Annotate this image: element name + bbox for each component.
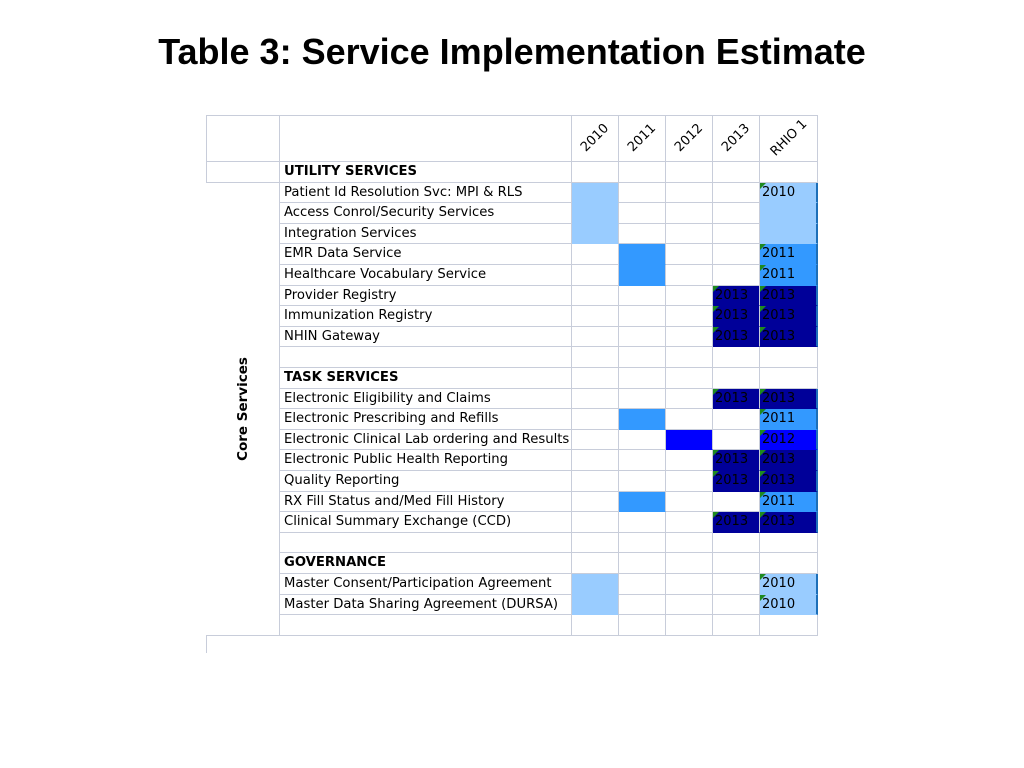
comment-marker-icon [760,471,766,477]
rhio-cell-text: 2013 [762,390,796,406]
rhio-cell [760,203,818,224]
year-cell-2010 [572,347,619,368]
rhio-cell [760,286,818,307]
rhio-cell [760,162,818,183]
comment-marker-icon [760,450,766,456]
year-cell-2013 [713,203,760,224]
rhio-cell [760,327,818,348]
comment-marker-icon [760,327,766,333]
year-cell-2011 [619,450,666,471]
year-cell-2011 [619,327,666,348]
year-cell-2013 [713,409,760,430]
service-label: NHIN Gateway [280,327,572,348]
year-cell-2010 [572,450,619,471]
service-label: Patient Id Resolution Svc: MPI & RLS [280,183,572,204]
year-cell-2012 [666,286,713,307]
comment-marker-icon [760,492,766,498]
blank-row-cell [280,615,572,636]
comment-marker-icon [713,471,719,477]
year-cell-2012 [666,162,713,183]
comment-marker-icon [713,306,719,312]
comment-marker-icon [760,286,766,292]
service-label: EMR Data Service [280,244,572,265]
year-header-0 [572,115,619,162]
year-cell-2011 [619,244,666,265]
rhio-cell [760,430,818,451]
year-cell-2012 [666,553,713,574]
rhio-cell [760,409,818,430]
year-cell-2010 [572,595,619,616]
year-cell-2013 [713,183,760,204]
year-cell-2011 [619,512,666,533]
rhio-cell [760,389,818,410]
year-header-2 [666,115,713,162]
rhio-cell [760,553,818,574]
year-cell-2012 [666,492,713,513]
year-cell-2010 [572,203,619,224]
comment-marker-icon [760,512,766,518]
year-cell-2013 [713,574,760,595]
year-cell-2011 [619,553,666,574]
year-cell-2013 [713,553,760,574]
service-label: Provider Registry [280,286,572,307]
year-cell-2011 [619,615,666,636]
section-header: GOVERNANCE [280,553,572,574]
year-cell-2011 [619,533,666,554]
year-cell-2010 [572,615,619,636]
year-cell-2011 [619,286,666,307]
year-cell-2013 [713,430,760,451]
year-cell-2012 [666,450,713,471]
rhio-cell-text: 2010 [762,576,796,591]
year-cell-2013 [713,327,760,348]
blank-row-cell [280,347,572,368]
year-cell-2013 [713,615,760,636]
year-cell-2012 [666,409,713,430]
rhio-cell-text: 2010 [762,596,796,612]
service-label: Master Data Sharing Agreement (DURSA) [280,595,572,616]
year-header-label: 2010 [577,120,613,156]
comment-marker-icon [760,183,766,189]
year-cell-2012 [666,595,713,616]
comment-marker-icon [760,595,766,601]
section-header: UTILITY SERVICES [280,162,572,183]
rhio-cell [760,265,818,286]
rhio-cell [760,471,818,492]
comment-marker-icon [713,450,719,456]
rhio-cell [760,574,818,595]
rhio-cell-text: 2011 [762,246,796,262]
comment-marker-icon [713,512,719,518]
year-cell-2011 [619,183,666,204]
service-label: Integration Services [280,224,572,245]
year-cell-2012 [666,265,713,286]
year-cell-2010 [572,183,619,204]
year-cell-2013 [713,471,760,492]
rhio-cell-text: 2012 [762,431,796,447]
year-cell-2013 [713,492,760,513]
year-cell-2010 [572,389,619,410]
header-label-cell [280,115,572,162]
rhio-cell-text: 2011 [762,411,796,427]
service-label: Electronic Clinical Lab ordering and Results [280,430,572,451]
service-label: Electronic Public Health Reporting [280,450,572,471]
year-cell-2011 [619,574,666,595]
year-cell-2013 [713,162,760,183]
year-cell-2010 [572,244,619,265]
year-cell-2010 [572,430,619,451]
year-cell-2011 [619,347,666,368]
year-cell-2012 [666,327,713,348]
service-label: RX Fill Status and/Med Fill History [280,492,572,513]
year-header-label: 2011 [624,120,660,156]
year-cell-2010 [572,368,619,389]
comment-marker-icon [760,409,766,415]
year-cell-text: 2013 [715,390,749,406]
service-label: Quality Reporting [280,471,572,492]
year-header-label: RHIO 1 [767,116,810,160]
rhio-cell-text: 2013 [762,452,796,468]
year-cell-2013 [713,368,760,389]
core-services-label: Core Services [234,356,251,461]
service-label: Master Consent/Participation Agreement [280,574,572,595]
comment-marker-icon [760,244,766,250]
rhio-cell [760,368,818,389]
year-cell-2013 [713,450,760,471]
year-cell-2010 [572,286,619,307]
year-cell-2013 [713,224,760,245]
year-cell-2012 [666,512,713,533]
header-corner-cell [206,115,280,162]
service-label: Access Conrol/Security Services [280,203,572,224]
rhio-cell [760,224,818,245]
year-cell-text: 2013 [715,308,749,324]
year-header-1 [619,115,666,162]
year-cell-2011 [619,492,666,513]
year-cell-text: 2013 [715,452,749,468]
year-cell-2010 [572,553,619,574]
year-header-label: 2012 [671,120,707,156]
year-cell-text: 2013 [715,328,749,344]
year-cell-2011 [619,265,666,286]
comment-marker-icon [713,286,719,292]
year-cell-2012 [666,183,713,204]
year-cell-2012 [666,430,713,451]
year-cell-2012 [666,533,713,554]
year-cell-2011 [619,224,666,245]
year-cell-2010 [572,306,619,327]
year-cell-2011 [619,471,666,492]
year-cell-2012 [666,244,713,265]
year-cell-2012 [666,368,713,389]
rhio-cell [760,595,818,616]
core-services-cell [206,183,280,636]
year-cell-2012 [666,306,713,327]
year-cell-text: 2013 [715,287,749,303]
comment-marker-icon [760,265,766,271]
year-cell-2013 [713,595,760,616]
comment-marker-icon [760,306,766,312]
year-cell-2010 [572,574,619,595]
rhio-cell [760,615,818,636]
rhio-cell-text: 2013 [762,473,796,488]
left-blank-cell [206,162,280,183]
year-cell-2010 [572,265,619,286]
year-cell-2010 [572,471,619,492]
year-cell-2012 [666,203,713,224]
rhio-cell [760,347,818,368]
year-cell-2011 [619,162,666,183]
rhio-cell [760,533,818,554]
comment-marker-icon [713,389,719,395]
year-cell-2013 [713,265,760,286]
year-cell-2010 [572,492,619,513]
year-cell-2013 [713,347,760,368]
implementation-table [206,115,818,653]
year-cell-2012 [666,471,713,492]
rhio-cell [760,492,818,513]
year-cell-2013 [713,512,760,533]
year-header-4 [760,115,818,162]
rhio-cell [760,183,818,204]
year-cell-2011 [619,203,666,224]
year-cell-2010 [572,224,619,245]
year-cell-2011 [619,306,666,327]
rhio-cell-text: 2013 [762,328,796,344]
year-cell-2012 [666,615,713,636]
section-header: TASK SERVICES [280,368,572,389]
rhio-cell-text: 2011 [762,267,796,282]
rhio-cell [760,306,818,327]
rhio-cell [760,450,818,471]
rhio-cell-text: 2013 [762,287,796,303]
year-cell-2011 [619,409,666,430]
service-label: Clinical Summary Exchange (CCD) [280,512,572,533]
comment-marker-icon [760,430,766,436]
service-label: Electronic Prescribing and Refills [280,409,572,430]
service-label: Immunization Registry [280,306,572,327]
year-cell-text: 2013 [715,514,749,530]
rhio-cell-text: 2013 [762,308,796,324]
rhio-cell-text: 2010 [762,184,796,200]
year-cell-text: 2013 [715,473,749,488]
year-cell-2012 [666,574,713,595]
rhio-cell-text: 2011 [762,493,796,509]
year-cell-2011 [619,368,666,389]
rhio-cell-text: 2013 [762,514,796,530]
year-cell-2013 [713,286,760,307]
page-title: Table 3: Service Implementation Estimate [158,31,866,72]
blank-row-cell [280,533,572,554]
year-cell-2012 [666,224,713,245]
comment-marker-icon [760,574,766,580]
year-cell-2010 [572,409,619,430]
year-cell-2011 [619,389,666,410]
comment-marker-icon [760,389,766,395]
year-header-label: 2013 [718,120,754,156]
year-cell-2013 [713,244,760,265]
year-cell-2010 [572,327,619,348]
year-cell-2010 [572,533,619,554]
service-label: Healthcare Vocabulary Service [280,265,572,286]
service-label: Electronic Eligibility and Claims [280,389,572,410]
year-cell-2011 [619,430,666,451]
rhio-cell [760,512,818,533]
year-cell-2012 [666,389,713,410]
comment-marker-icon [713,327,719,333]
year-cell-2011 [619,595,666,616]
year-cell-2010 [572,162,619,183]
year-cell-2010 [572,512,619,533]
year-cell-2012 [666,347,713,368]
year-cell-2013 [713,306,760,327]
year-cell-2013 [713,533,760,554]
year-header-3 [713,115,760,162]
rhio-cell [760,244,818,265]
year-cell-2013 [713,389,760,410]
